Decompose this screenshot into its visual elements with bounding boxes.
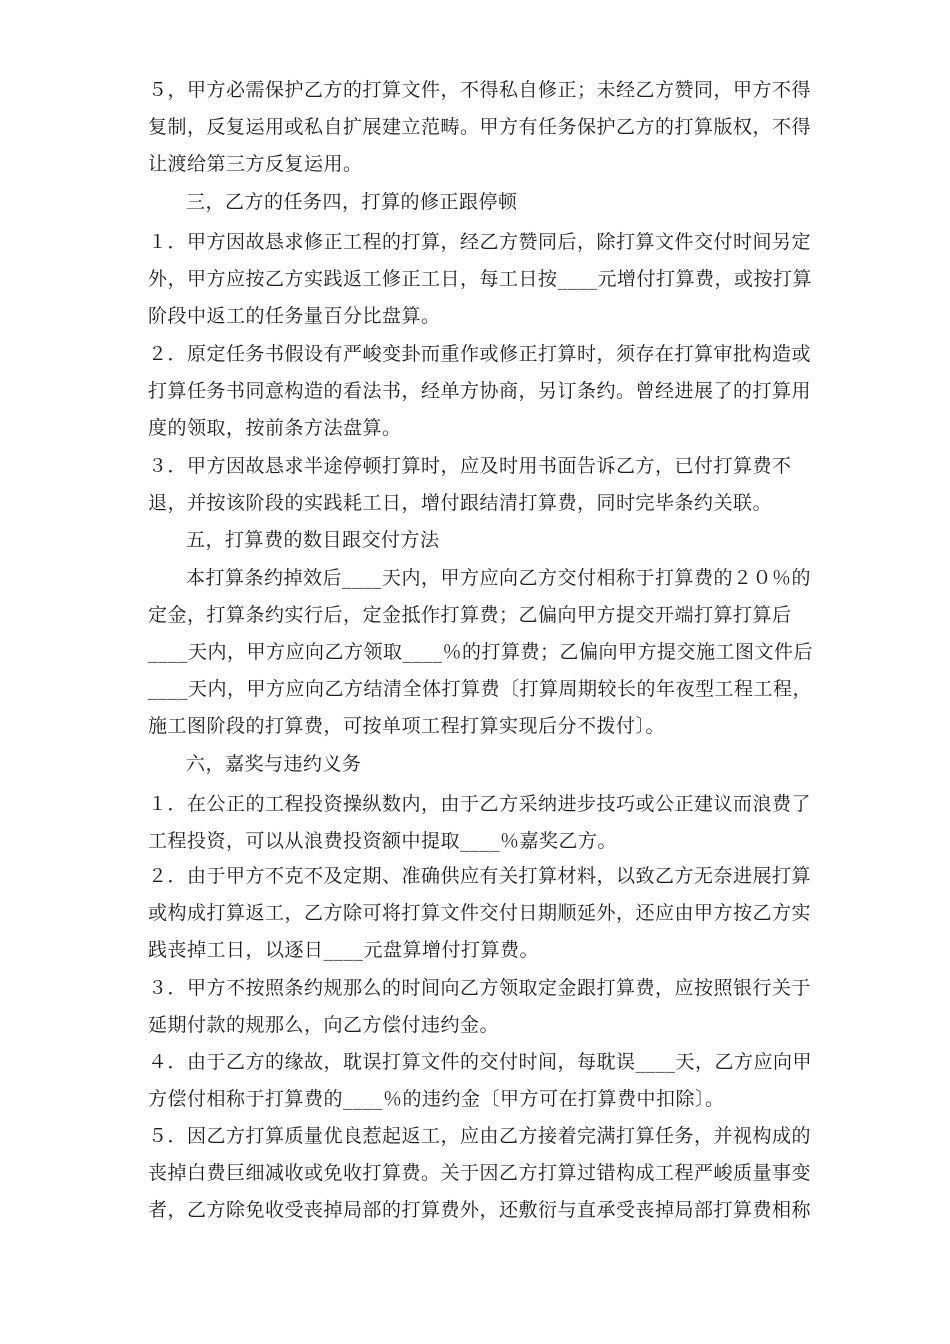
text-line: ２．由于甲方不克不及定期、准确供应有关打算材料，以致乙方无奈进展打算 — [148, 865, 812, 887]
text-line: ４．由于乙方的缘故，耽误打算文件的交付时间，每耽误____天，乙方应向甲 — [148, 1051, 813, 1073]
clause-5-quality — [148, 1118, 812, 1229]
text-line: 施工图阶段的打算费，可按单项工程打算实现后分不拨付〕。 — [148, 715, 666, 737]
section-heading-6 — [148, 746, 846, 783]
text-line: 延期付款的规那么，向乙方偿付违约金。 — [148, 1014, 500, 1036]
clause-1-reward — [148, 786, 812, 860]
section-heading-5 — [148, 522, 846, 559]
payment-paragraph — [148, 560, 814, 745]
clause-2-materials-delay — [148, 858, 812, 969]
text-line: 度的领取，按前条方法盘算。 — [148, 417, 402, 439]
clause-3-suspension — [148, 448, 808, 522]
heading-text: 五，打算费的数目跟交付方法 — [186, 529, 440, 551]
clause-2-major-change — [148, 336, 812, 447]
text-line: 打算任务书同意构造的看法书，经单方协商，另订条约。曾经进展了的打算用 — [148, 380, 812, 402]
text-line: 外，甲方应按乙方实践返工修正工日，每工日按____元增付打算费，或按打算 — [148, 268, 813, 290]
section-heading-3 — [148, 184, 846, 221]
clause-4-delivery-delay — [148, 1044, 813, 1118]
text-line: ２．原定任务书假设有严峻变卦而重作或修正打算时，须存在打算审批构造或 — [148, 343, 812, 365]
text-line: 让渡给第三方反复运用。 — [148, 153, 363, 175]
clause-3-late-payment — [148, 970, 812, 1044]
text-line: １．在公正的工程投资操纵数内，由于乙方采纳进步技巧或公正建议而浪费了 — [148, 793, 812, 815]
text-line: 本打算条约掉效后____天内，甲方应向乙方交付相称于打算费的２０％的 — [186, 567, 812, 589]
text-line: 方偿付相称于打算费的____％的违约金〔甲方可在打算费中扣除〕。 — [148, 1088, 725, 1110]
clause-1-revision — [148, 224, 813, 335]
text-line: 者，乙方除免收受丧掉局部的打算费外，还敷衍与直承受丧掉局部打算费相称 — [148, 1199, 812, 1221]
text-line: 定金，打算条约实行后，定金抵作打算费；乙偏向甲方提交开端打算打算后 — [148, 604, 792, 626]
heading-text: 三，乙方的任务四，打算的修正跟停顿 — [186, 191, 518, 213]
paragraph-5-design-protection — [148, 72, 812, 183]
text-line: ____天内，甲方应向乙方结清全体打算费〔打算周期较长的年夜型工程工程， — [148, 678, 813, 700]
text-line: ５，甲方必需保护乙方的打算文件，不得私自修正；未经乙方赞同，甲方不得 — [148, 79, 812, 101]
text-line: 丧掉白费巨细减收或免收打算费。关于因乙方打算过错构成工程严峻质量事变 — [148, 1162, 812, 1184]
text-line: 阶段中返工的任务量百分比盘算。 — [148, 305, 441, 327]
heading-text: 六，嘉奖与违约义务 — [186, 753, 362, 775]
text-line: 工程投资，可以从浪费投资额中提取____％嘉奖乙方。 — [148, 830, 618, 852]
text-line: ____天内，甲方应向乙方领取____％的打算费；乙偏向甲方提交施工图文件后 — [148, 641, 814, 663]
text-line: １．甲方因故恳求修正工程的打算，经乙方赞同后，除打算文件交付时间另定 — [148, 231, 812, 253]
text-line: ５．因乙方打算质量优良惹起返工，应由乙方接着完满打算任务，并视构成的 — [148, 1125, 812, 1147]
text-line: 或构成打算返工，乙方除可将打算文件交付日期顺延外，还应由甲方按乙方实 — [148, 902, 812, 924]
text-line: ３．甲方因故恳求半途停顿打算时，应及时用书面告诉乙方，已付打算费不 — [148, 455, 792, 477]
text-line: ３．甲方不按照条约规那么的时间向乙方领取定金跟打算费，应按照银行关于 — [148, 977, 812, 999]
text-line: 复制，反复运用或私自扩展建立范畴。甲方有任务保护乙方的打算版权，不得 — [148, 116, 812, 138]
text-line: 践丧掉工日，以逐日____元盘算增付打算费。 — [148, 939, 540, 961]
text-line: 退，并按该阶段的实践耗工日，增付跟结清打算费，同时完毕条约关联。 — [148, 492, 773, 514]
